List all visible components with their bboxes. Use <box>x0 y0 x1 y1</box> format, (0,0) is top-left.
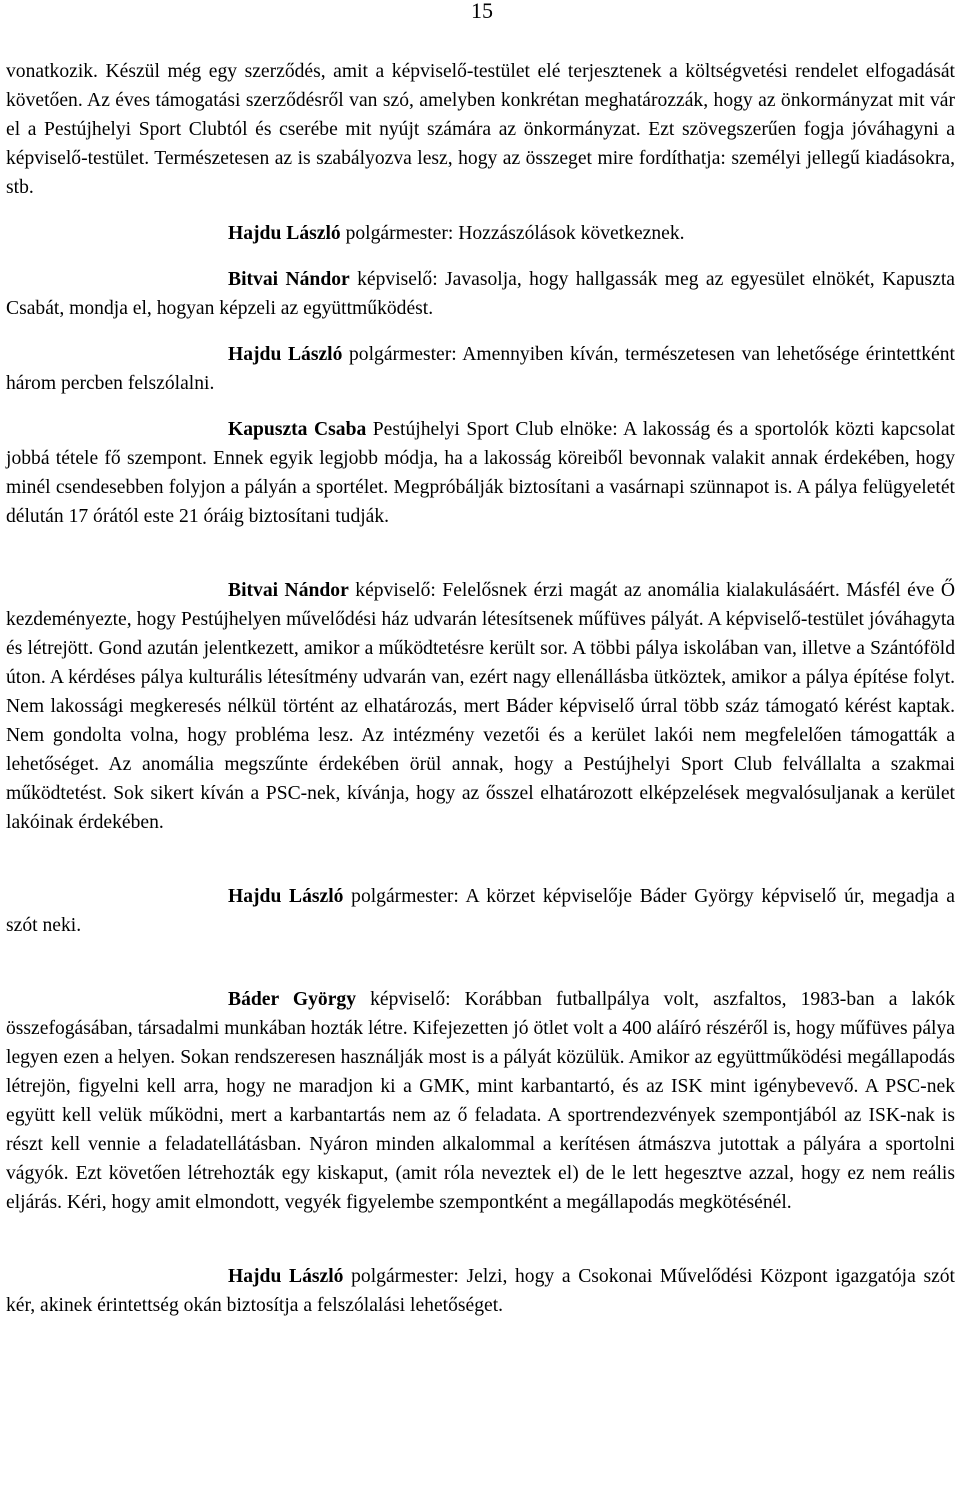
speaker-name: Kapuszta Csaba <box>228 419 367 440</box>
paragraph-kapuszta <box>6 415 955 531</box>
paragraph-text: polgármester: A körzet képviselője Báder György képviselő úr, megadja a szót neki. <box>6 886 955 936</box>
paragraph-hajdu-2 <box>6 340 955 398</box>
speaker-name: Hajdu László <box>228 223 341 244</box>
paragraph-continuation <box>6 57 955 202</box>
speaker-name: Bitvai Nándor <box>228 580 349 601</box>
page-number: 15 <box>471 0 493 23</box>
paragraph-text: polgármester: Jelzi, hogy a Csokonai Művelődési Központ igazgatója szót kér, akinek érintettség okán biztosítja a felszólalási lehetőséget. <box>6 1266 956 1316</box>
paragraph-hajdu-3 <box>6 882 955 940</box>
speaker-name: Bitvai Nándor <box>228 269 350 290</box>
paragraph-text: vonatkozik. Készül még egy szerződés, amit a képviselő-testület elé terjesztenek a költségvetési rendelet elfogadását követően. Az éves támogatási szerződésről van szó, amelyben konkrétan meghatározzák, hogy az önkormányzat mit vár el a Pestújhelyi Sport Clubtól és cserébe mit nyújt számára az önkormányzat. Ezt szövegszerűen fogja jóváhagyni a képviselő-testület. Természetesen az is szabályozva lesz, hogy az összeget mire fordíthatja: személyi jellegű kiadásokra, stb. <box>6 61 955 198</box>
speaker-name: Hajdu László <box>228 344 343 365</box>
document-body <box>6 57 955 1320</box>
paragraph-bader <box>6 985 955 1217</box>
paragraph-text: képviselő: Felelősnek érzi magát az anomália kialakulásáért. Másfél éve Ő kezdeményezte, hogy Pestújhelyen művelődési ház udvarán létesítsenek műfüves pályát. A képviselő-testület jóváhagyta és létrejött. Gond azután jelentkezett, amikor a működtetésre került sor. A többi pálya iskolában van, illetve a Szántóföld úton. A kérdéses pálya kulturális létesítmény udvarán van, ezért nagy ellenállásba ütköztek, amikor a pálya építése folyt. Nem lakossági megkeresés nélkül történt az elhatározás, mert Báder képviselő úrral több száz támogató kérést kaptak. Nem gondolta volna, hogy probléma lesz. Az intézmény vezetői és a kerület lakói nem megfelelően támogatták a lehetőséget. Az anomália megszűnte érdekében örül annak, hogy a Pestújhelyi Sport Club felvállalta a szakmai működtetést. Sok sikert kíván a PSC-nek, kívánja, hogy az ősszel elhatározott elképzelések megvalósuljanak a kerület lakóinak érdekében. <box>6 580 955 833</box>
paragraph-text: polgármester: Amennyiben kíván, természetesen van lehetősége érintettként három percben felszólalni. <box>6 344 955 394</box>
speaker-name: Báder György <box>228 989 356 1010</box>
paragraph-text: képviselő: Korábban futballpálya volt, aszfaltos, 1983-ban a lakók összefogásában, társadalmi munkában hozták létre. Kifejezetten jó ötlet volt a 400 aláíró részéről is, hogy műfüves pálya legyen ezen a helyen. Sokan rendszeresen használják most is a pályát közülük. Amikor az együttműködési megállapodás létrejön, figyelni kell arra, hogy ne maradjon ki a GMK, mint karbantartó, és az ISK mint igénybevevő. A PSC-nek együtt kell velük működni, mert a karbantartás nem az ő feladata. A sportrendezvények szempontjából az ISK-nak is részt kell vennie a feladatellátásban. Nyáron minden alkalommal a kerítésen átmászva jutottak a pályára a sportolni vágyók. Ezt követően létrehozták egy kiskaput, (amit róla neveztek el) de le lett hegesztve azzal, hogy ez nem reális eljárás. Kéri, hogy amit elmondott, vegyék figyelembe szempontként a megállapodás megkötésénél. <box>6 989 955 1213</box>
paragraph-bitvai-2 <box>6 576 955 837</box>
paragraph-text: Pestújhelyi Sport Club elnöke: A lakosság és a sportolók közti kapcsolat jobbá tétele fő szempont. Ennek egyik legjobb módja, ha a lakosság köreiből bevonnak valakit annak érdekében, hogy minél csendesebben folyjon a pályán a sportélet. Megpróbálják biztosítani a vasárnapi szünnapot is. A pálya felügyeletét délután 17 órától este 21 óráig biztosítani tudják. <box>6 419 955 527</box>
paragraph-text: polgármester: Hozzászólások következnek. <box>340 223 685 244</box>
paragraph-hajdu-4 <box>6 1262 955 1320</box>
speaker-name: Hajdu László <box>228 886 344 907</box>
paragraph-text: képviselő: Javasolja, hogy hallgassák meg az egyesület elnökét, Kapuszta Csabát, mondja el, hogyan képzeli az együttműködést. <box>6 269 955 319</box>
paragraph-bitvai-1 <box>6 265 955 323</box>
speaker-name: Hajdu László <box>228 1266 344 1287</box>
paragraph-hajdu-1 <box>6 219 955 248</box>
